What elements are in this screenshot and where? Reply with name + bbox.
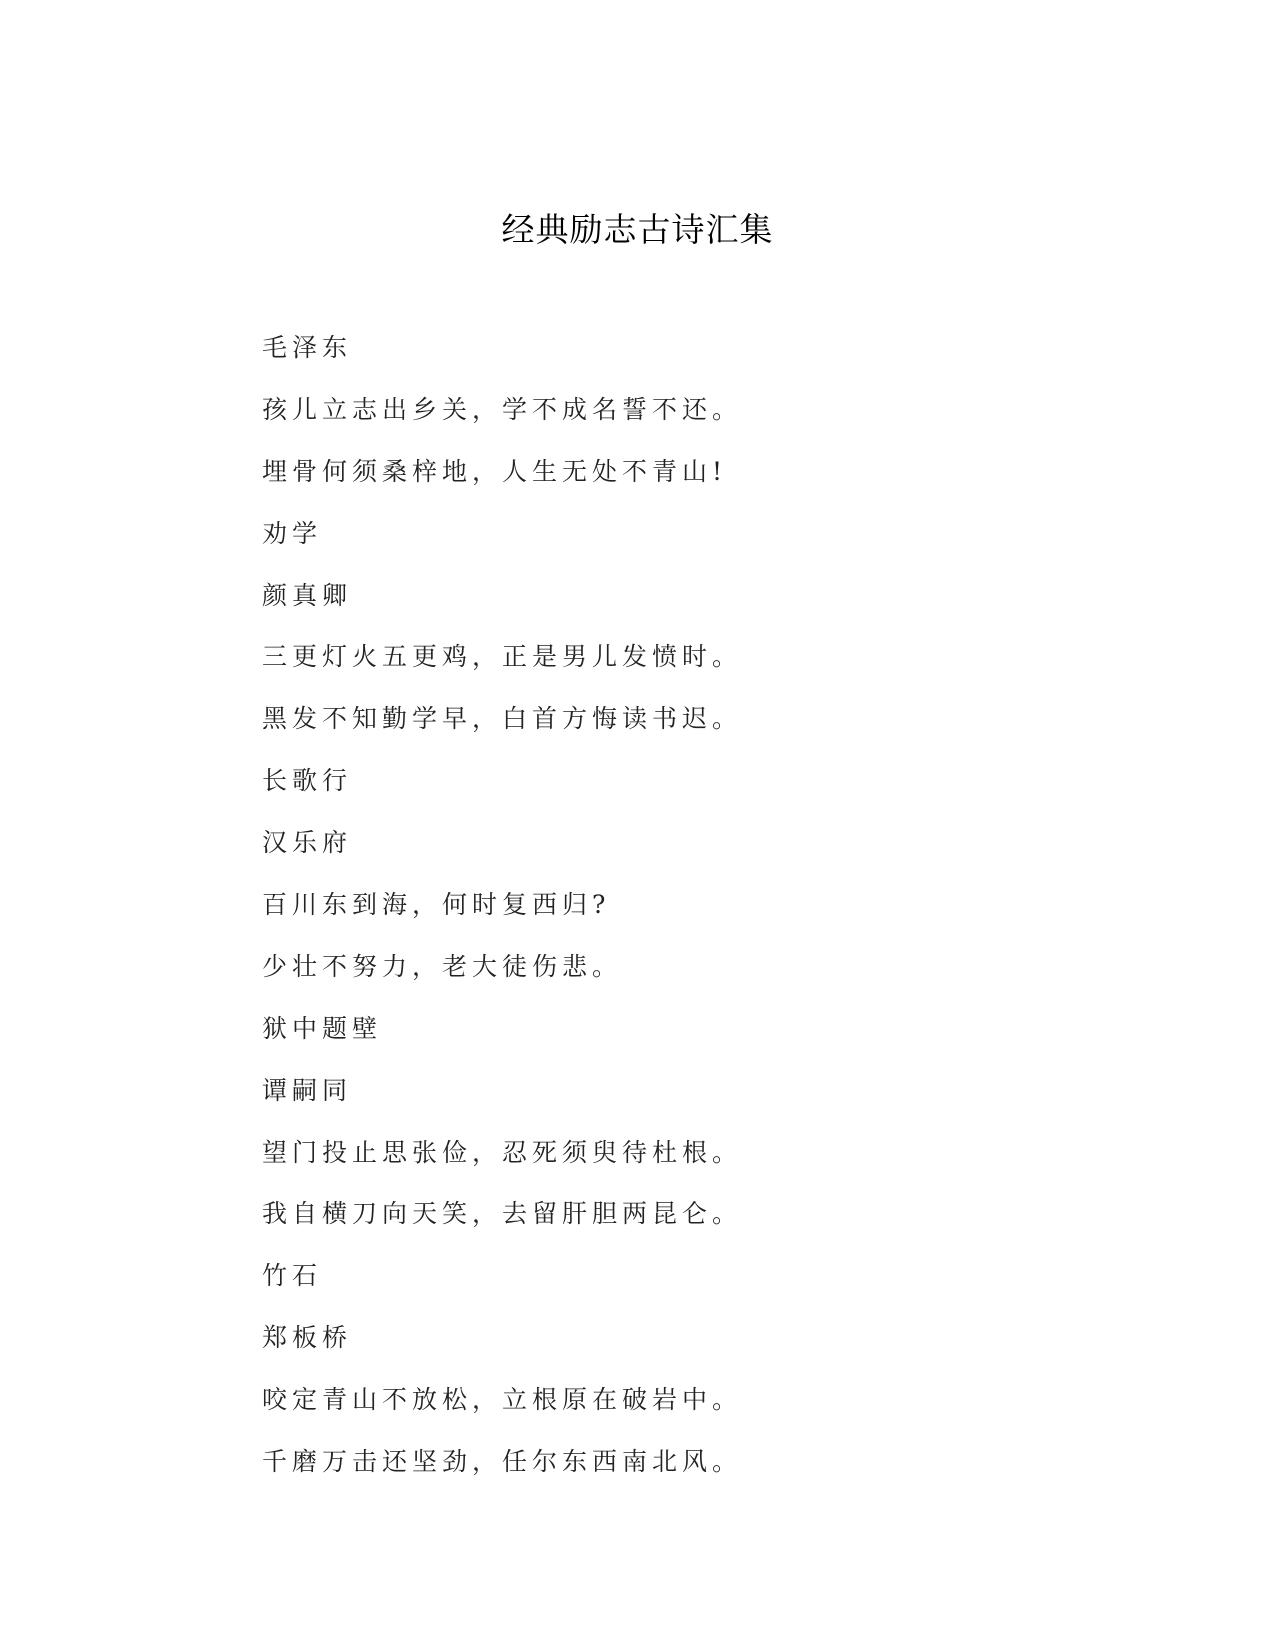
poem-line: 竹石 bbox=[262, 1261, 323, 1291]
document-title: 经典励志古诗汇集 bbox=[501, 210, 774, 249]
poem-line: 百川东到海，何时复西归? bbox=[262, 890, 611, 920]
poem-line: 孩儿立志出乡关，学不成名誓不还。 bbox=[262, 394, 743, 424]
poem-line: 三更灯火五更鸡，正是男儿发愤时。 bbox=[262, 642, 743, 672]
poem-line: 埋骨何须桑梓地，人生无处不青山! bbox=[262, 456, 728, 486]
poem-line: 长歌行 bbox=[262, 766, 353, 796]
poem-body bbox=[262, 333, 1022, 1509]
poem-line: 毛泽东 bbox=[262, 333, 353, 362]
poem-line: 劝学 bbox=[262, 518, 323, 548]
poem-line: 少壮不努力，老大徒伤悲。 bbox=[262, 951, 623, 981]
poem-line: 望门投止思张俭，忍死须臾待杜根。 bbox=[262, 1137, 743, 1167]
poem-line: 汉乐府 bbox=[262, 828, 353, 858]
poem-line: 狱中题壁 bbox=[262, 1013, 383, 1043]
poem-line: 我自横刀向天笑，去留肝胆两昆仑。 bbox=[262, 1199, 743, 1229]
poem-line: 谭嗣同 bbox=[262, 1075, 353, 1105]
poem-line: 郑板桥 bbox=[262, 1323, 353, 1353]
poem-line: 咬定青山不放松，立根原在破岩中。 bbox=[262, 1385, 743, 1415]
poem-line: 黑发不知勤学早，白首方悔读书迟。 bbox=[262, 704, 743, 734]
poem-line: 千磨万击还坚劲，任尔东西南北风。 bbox=[262, 1447, 743, 1477]
poem-line: 颜真卿 bbox=[262, 580, 353, 610]
